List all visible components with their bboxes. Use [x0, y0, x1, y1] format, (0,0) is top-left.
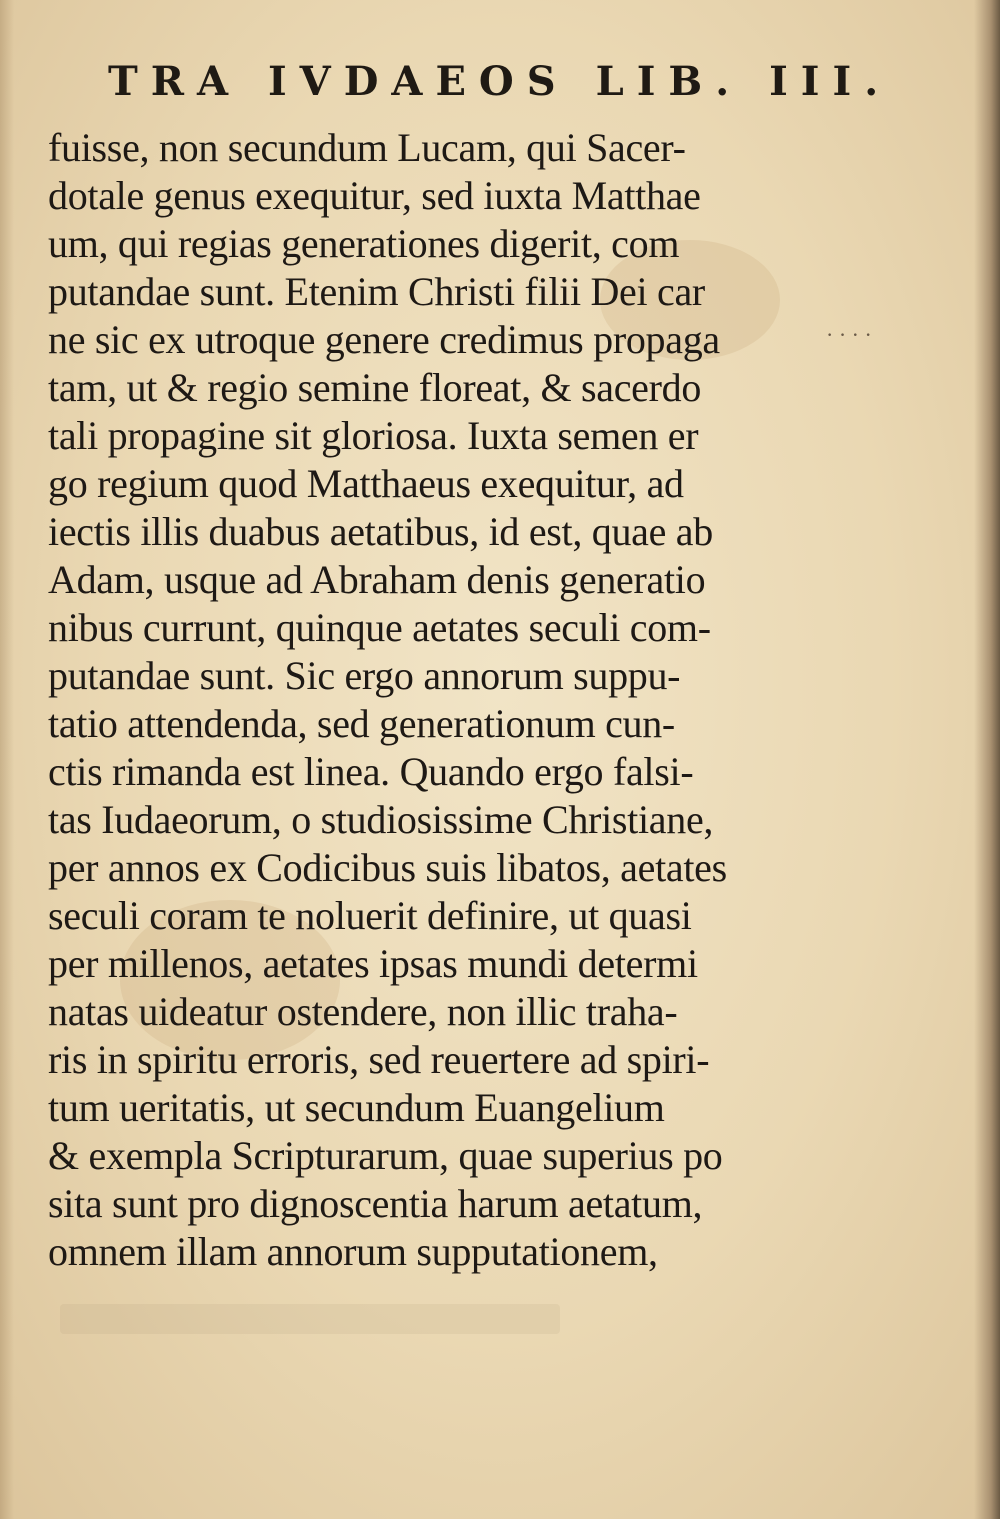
text-line: & exempla Scripturarum, quae superius po: [48, 1133, 723, 1178]
margin-mark: · · · ·: [826, 322, 872, 347]
text-line: iectis illis duabus aetatibus, id est, quae ab: [48, 509, 713, 554]
text-line: per millenos, aetates ipsas mundi determi: [48, 941, 698, 986]
text-line: ris in spiritu erroris, sed reuertere ad spiri-: [48, 1037, 710, 1082]
text-line: omnem illam annorum supputationem,: [48, 1229, 658, 1274]
text-line: sita sunt pro dignoscentia harum aetatum,: [48, 1181, 703, 1226]
text-line: tatio attendenda, sed generationum cun-: [48, 701, 675, 746]
text-line: seculi coram te noluerit definire, ut quasi: [48, 893, 692, 938]
text-line: natas uideatur ostendere, non illic traha-: [48, 989, 678, 1034]
text-line: Adam, usque ad Abraham denis generatio: [48, 557, 706, 602]
text-line: nibus currunt, quinque aetates seculi com-: [48, 605, 711, 650]
text-line: dotale genus exequitur, sed iuxta Matthae: [48, 173, 701, 218]
text-line: per annos ex Codicibus suis libatos, aetates: [48, 845, 727, 890]
page-edge-shadow: [974, 0, 1000, 1519]
text-line: tas Iudaeorum, o studiosissime Christiane,: [48, 797, 714, 842]
show-through-text: [60, 1304, 560, 1334]
text-line: go regium quod Matthaeus exequitur, ad: [48, 461, 684, 506]
text-line: putandae sunt. Etenim Christi filii Dei car: [48, 269, 705, 314]
text-line: fuisse, non secundum Lucam, qui Sacer-: [48, 125, 686, 170]
text-line: um, qui regias generationes digerit, com: [48, 221, 680, 266]
text-line: tam, ut & regio semine floreat, & sacerdo: [48, 365, 702, 410]
body-text: [48, 124, 788, 1276]
page-gutter-shadow: [0, 0, 14, 1519]
text-line: ne sic ex utroque genere credimus propaga: [48, 317, 720, 362]
text-line: putandae sunt. Sic ergo annorum suppu-: [48, 653, 681, 698]
text-line: ctis rimanda est linea. Quando ergo falsi-: [48, 749, 694, 794]
running-head: TRA IVDAEOS LIB. III.: [108, 58, 892, 105]
text-line: tum ueritatis, ut secundum Euangelium: [48, 1085, 665, 1130]
text-line: tali propagine sit gloriosa. Iuxta semen er: [48, 413, 699, 458]
